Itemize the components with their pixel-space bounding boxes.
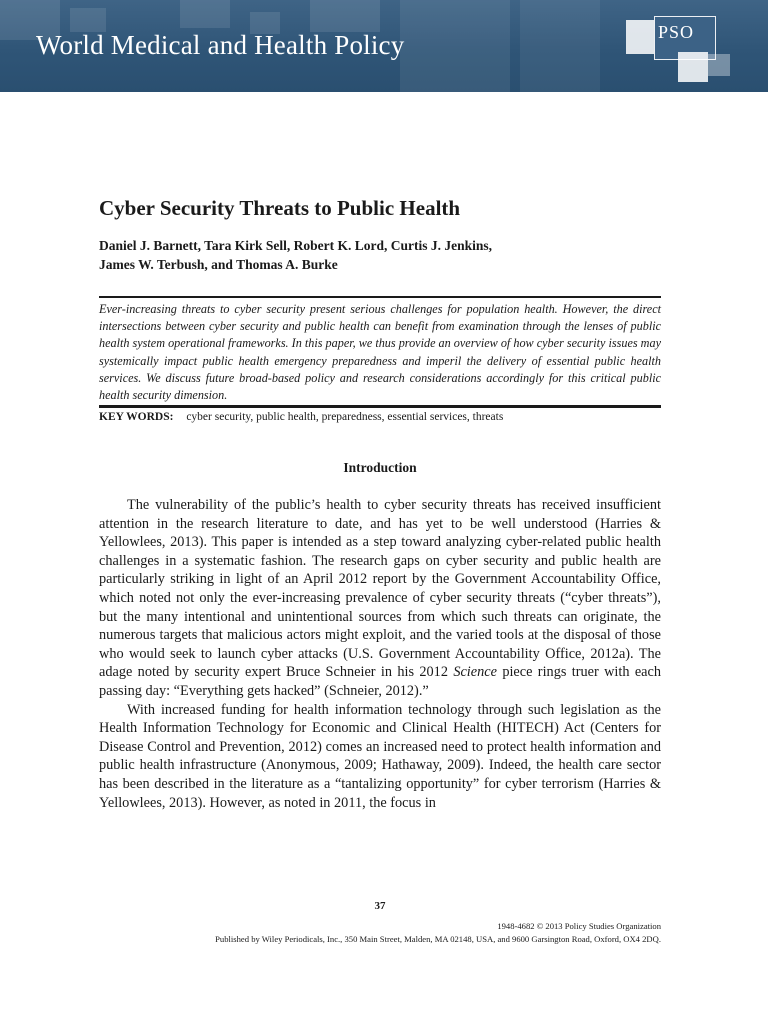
banner-decor-tile [520,0,600,92]
banner-decor-tile [70,8,106,32]
keywords-list: cyber security, public health, preparedness, essential services, threats [186,411,504,423]
introduction-body [99,496,661,812]
pso-logo [622,10,742,90]
banner-decor-tile [180,0,230,28]
journal-title: World Medical and Health Policy [36,30,405,60]
journal-banner [0,0,768,92]
abstract-top-rule [99,296,661,298]
paragraph: With increased funding for health information technology through such legislation as the Health Information Technology for Economic and Clinical Health (HITECH) Act (Centers for Disease Control and Prevention, 2012) comes an increased need to protect health information and public health infrastructure (Anonymous, 2009; Hathaway, 2009). Indeed, the health care sector has been described in the literature as a “tantalizing opportunity” for cyber terrorism (Harries & Yellowlees, 2013). However, as noted in 2011, the focus in [99,701,661,811]
article-title: Cyber Security Threats to Public Health [99,196,461,220]
paragraph-text: piece rings truer with each passing day: “Everything gets hacked” (Schneier, 2012).” [99,664,662,699]
banner-decor-tile [400,0,510,92]
section-heading-introduction: Introduction [343,460,417,475]
page-number: 37 [374,900,386,912]
paragraph [99,496,661,701]
footer-publisher: Published by Wiley Periodicals, Inc., 350 Main Street, Malden, MA 02148, USA, and 9600 Garsington Road, Oxford, OX4 2DQ. [215,934,661,944]
authors-line: Daniel J. Barnett, Tara Kirk Sell, Robert K. Lord, Curtis J. Jenkins, [99,238,493,253]
authors-line: James W. Terbush, and Thomas A. Burke [99,257,338,272]
abstract: Ever-increasing threats to cyber security present serious challenges for population health. However, the direct intersections between cyber security and public health can benefit from examination through the lenses of public health system operational frameworks. In this paper, we thus provide an overview of how cyber security issues may systemically impact public health emergency preparedness and imperil the delivery of essential public health services. We discuss future broad-based policy and research considerations accordingly for this critical public health security dimension. [99,302,661,403]
abstract-bottom-rule [99,405,661,408]
footer-issn-copyright: 1948-4682 © 2013 Policy Studies Organization [497,921,661,931]
author-list [99,236,492,274]
italic-journal-name: Science [453,664,497,681]
paragraph-text: The vulnerability of the public’s health to cyber security threats has received insufficient attention in the research literature to date, and has yet to be well understood (Harries & Yellowlees, 2013). This paper is intended as a step toward analyzing cyber-related public health challenges in a systematic fashion. The research gaps on cyber security and public health are particularly striking in light of an April 2012 report by the Government Accountability Office, which noted not only the ever-increasing prevalence of cyber security threats (“cyber threats”), but the many intentional and unintentional sources from which such threats can originate, the numerous targets that malicious actors might exploit, and the varied tools at the disposal of those who would seek to launch cyber attacks (U.S. Government Accountability Office, 2012a). The adage noted by security expert Bruce Schneier in his 2012 [99,497,661,681]
banner-decor-tile [310,0,380,32]
keywords [99,411,503,423]
keywords-label: KEY WORDS: [99,411,174,423]
logo-text: PSO [658,22,695,42]
